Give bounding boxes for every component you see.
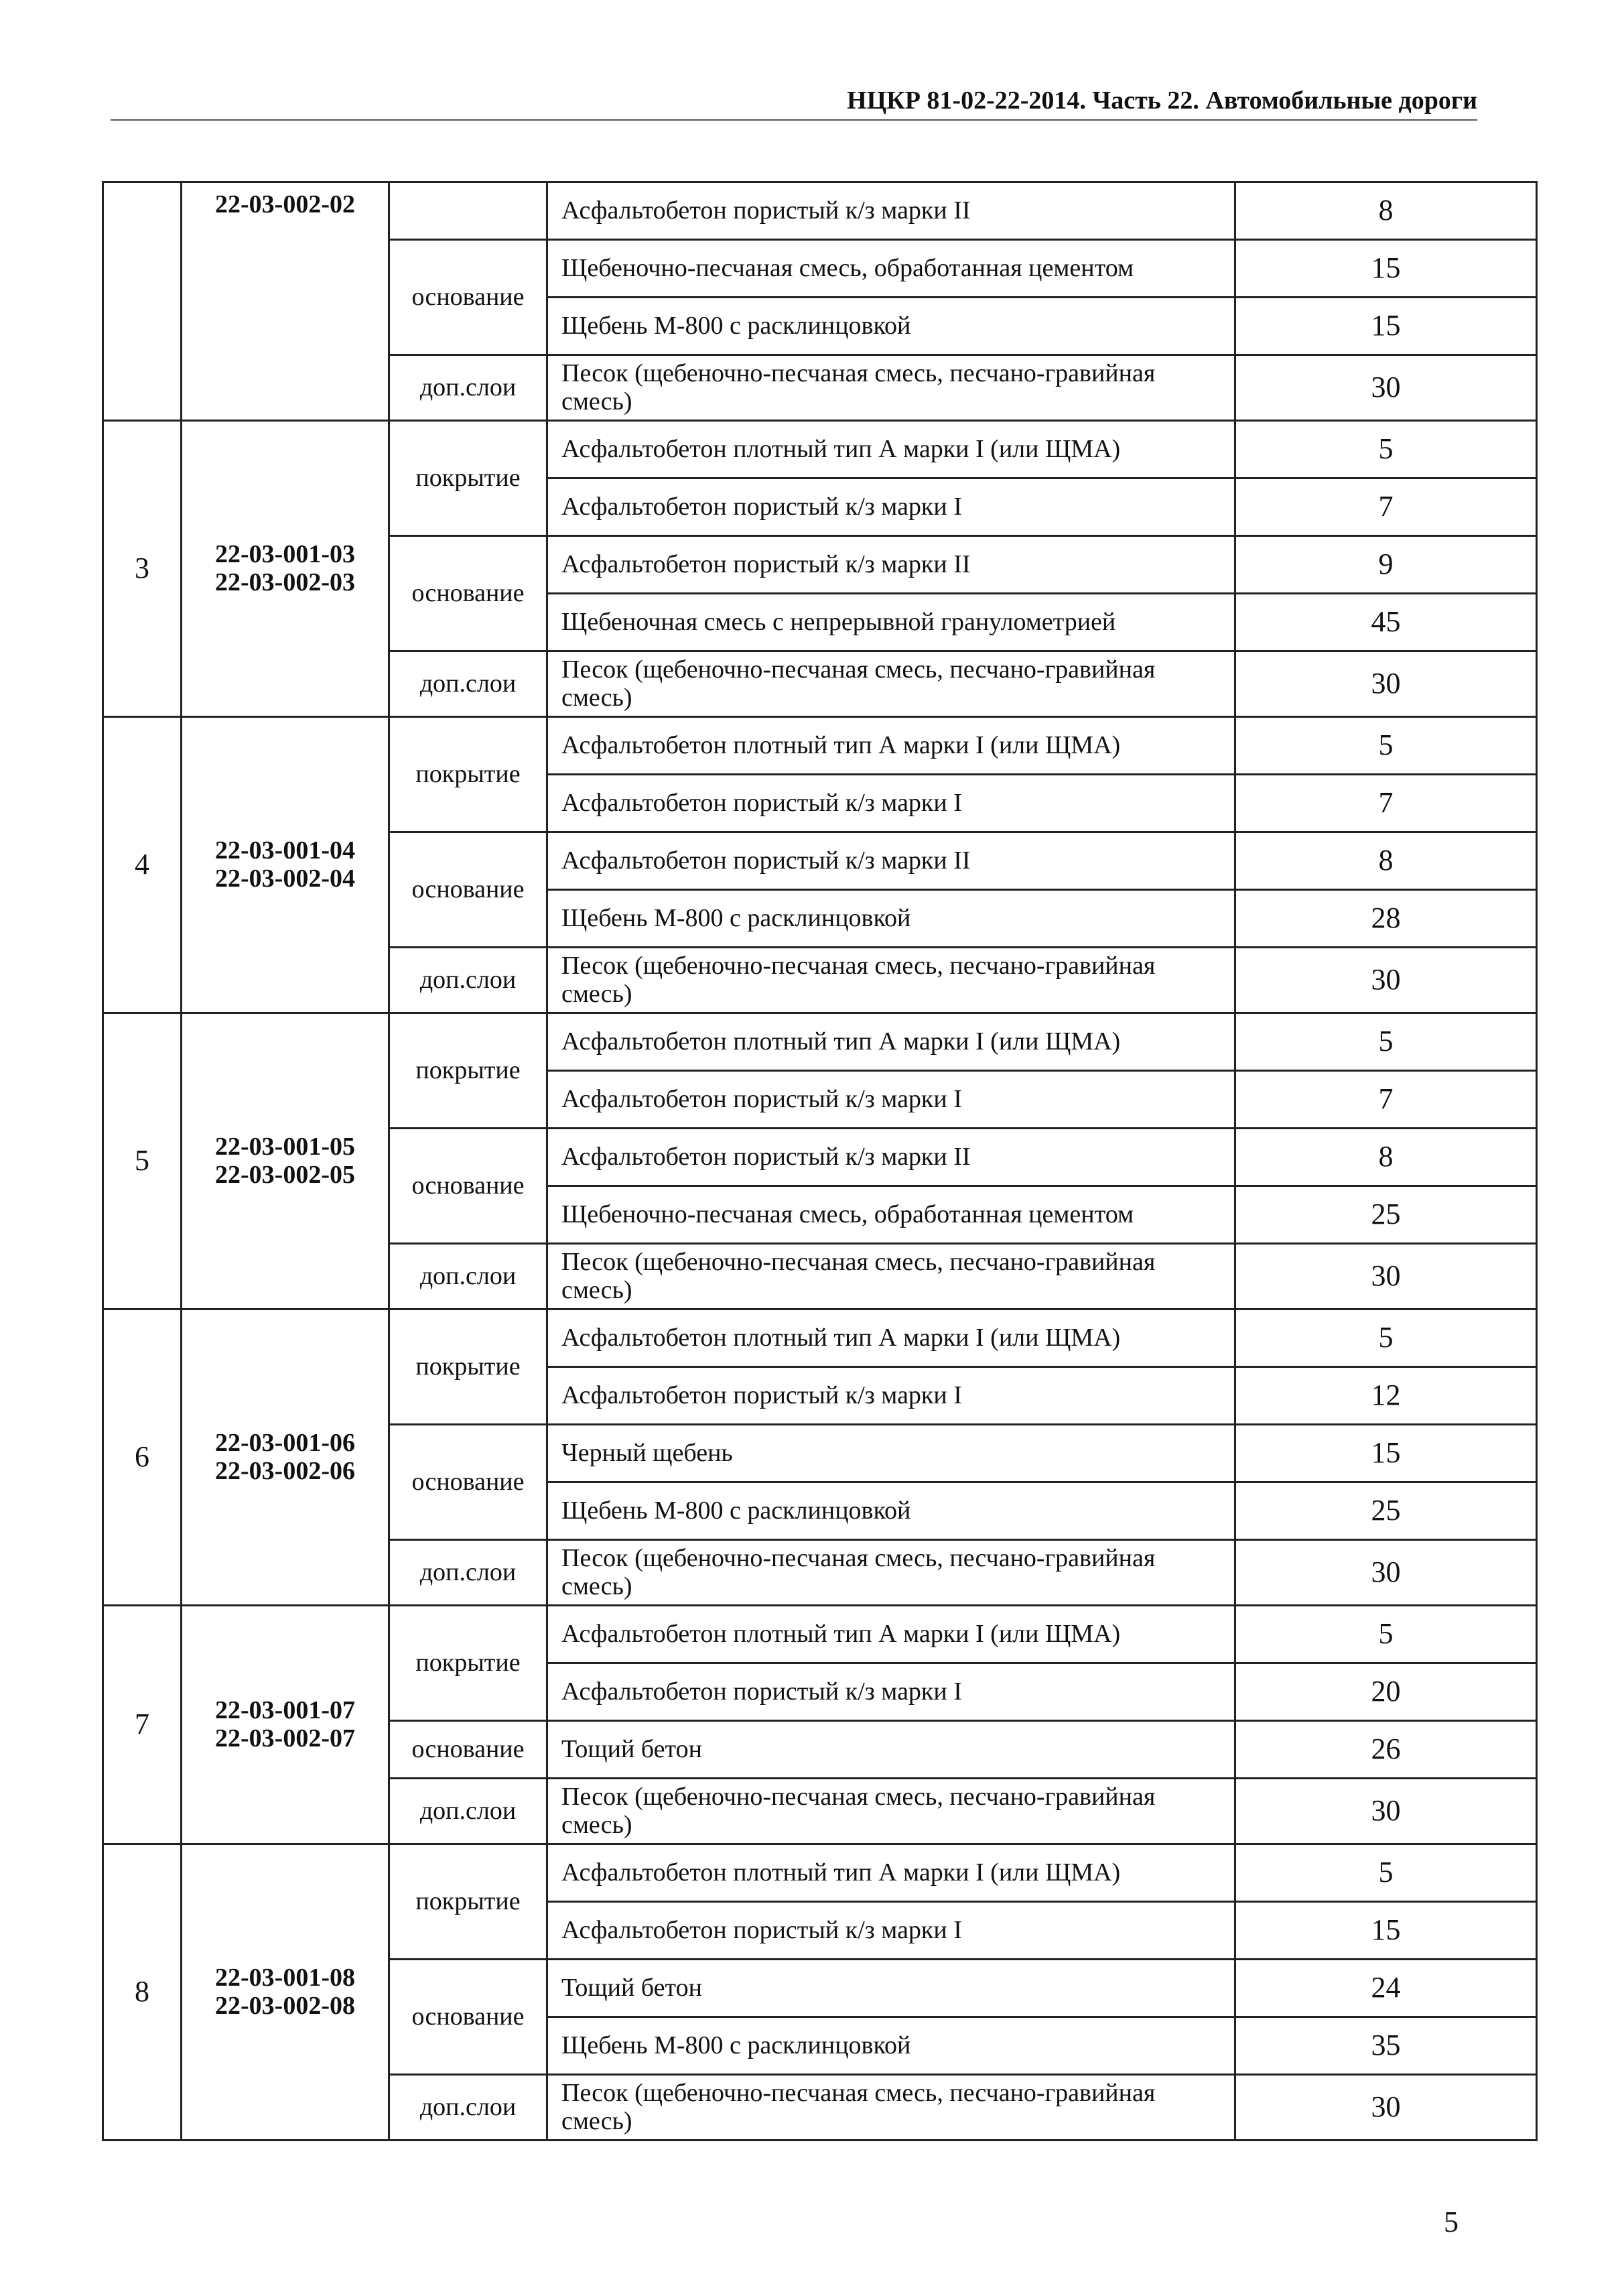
layer-type-cell: покрытие [389,1013,547,1129]
thickness-cell: 20 [1235,1663,1537,1721]
thickness-cell: 15 [1235,1425,1537,1482]
material-cell: Асфальтобетон плотный тип А марки I (или ЩМА) [547,421,1235,479]
material-cell: Асфальтобетон плотный тип А марки I (или ЩМА) [547,1013,1235,1071]
thickness-cell: 30 [1235,1244,1537,1310]
thickness-cell: 5 [1235,421,1537,479]
layer-type-cell: доп.слои [389,651,547,717]
thickness-cell: 30 [1235,1540,1537,1606]
thickness-cell: 15 [1235,1902,1537,1960]
estimate-codes-cell [182,1606,389,1844]
thickness-cell: 5 [1235,1013,1537,1071]
estimate-code: 22-03-001-08 [215,1963,355,1992]
pavement-layers-table [102,181,1538,2141]
material-cell: Песок (щебеночно-песчаная смесь, песчано-гравийная смесь) [547,1244,1235,1310]
estimate-code: 22-03-001-07 [215,1696,355,1724]
layer-type-cell: доп.слои [389,355,547,421]
material-cell: Песок (щебеночно-песчаная смесь, песчано-гравийная смесь) [547,948,1235,1013]
estimate-code: 22-03-002-03 [215,568,355,596]
estimate-code: 22-03-002-07 [215,1724,355,1752]
layer-type-cell: основание [389,536,547,651]
material-cell: Щебеночно-песчаная смесь, обработанная цементом [547,1186,1235,1244]
table-row [103,1844,1537,1902]
estimate-code: 22-03-002-04 [215,864,355,893]
estimate-code: 22-03-002-08 [215,1991,355,2020]
thickness-cell: 5 [1235,717,1537,775]
layer-type-cell: основание [389,1721,547,1779]
material-cell: Асфальтобетон пористый к/з марки II [547,536,1235,594]
estimate-code: 22-03-001-06 [215,1428,355,1457]
row-number-cell: 6 [103,1310,182,1606]
page-header: НЦКР 81-02-22-2014. Часть 22. Автомобильные дороги [847,86,1477,115]
material-cell: Асфальтобетон пористый к/з марки I [547,479,1235,536]
material-cell: Песок (щебеночно-песчаная смесь, песчано-гравийная смесь) [547,1540,1235,1606]
layer-type-cell: доп.слои [389,948,547,1013]
thickness-cell: 5 [1235,1606,1537,1663]
estimate-code: 22-03-001-05 [215,1132,355,1161]
thickness-cell: 25 [1235,1482,1537,1540]
material-cell: Черный щебень [547,1425,1235,1482]
material-cell: Щебень М-800 с расклинцовкой [547,1482,1235,1540]
thickness-cell: 24 [1235,1960,1537,2017]
material-cell: Щебеночная смесь с непрерывной гранулометрией [547,594,1235,651]
layer-type-cell: покрытие [389,1310,547,1425]
table-row [103,1013,1537,1071]
thickness-cell: 5 [1235,1310,1537,1367]
material-cell: Асфальтобетон плотный тип А марки I (или ЩМА) [547,1606,1235,1663]
table-row [103,1310,1537,1367]
thickness-cell: 30 [1235,948,1537,1013]
thickness-cell: 12 [1235,1367,1537,1425]
material-cell: Щебеночно-песчаная смесь, обработанная цементом [547,240,1235,298]
estimate-codes-cell [182,421,389,717]
table-row [103,182,1537,240]
layer-type-cell [389,182,547,240]
layer-type-cell: основание [389,832,547,948]
material-cell: Асфальтобетон плотный тип А марки I (или ЩМА) [547,1844,1235,1902]
row-number-cell: 8 [103,1844,182,2141]
row-number-cell: 4 [103,717,182,1013]
table-row [103,421,1537,479]
page-number: 5 [1444,2206,1459,2238]
row-number-cell: 5 [103,1013,182,1310]
estimate-codes-cell [182,1013,389,1310]
material-cell: Песок (щебеночно-песчаная смесь, песчано-гравийная смесь) [547,1779,1235,1844]
row-number-cell [103,182,182,421]
layer-type-cell: доп.слои [389,1244,547,1310]
material-cell: Асфальтобетон плотный тип А марки I (или ЩМА) [547,1310,1235,1367]
layer-type-cell: покрытие [389,421,547,536]
thickness-cell: 35 [1235,2017,1537,2075]
material-cell: Щебень М-800 с расклинцовкой [547,890,1235,948]
estimate-code-cell [182,182,389,421]
material-cell: Тощий бетон [547,1960,1235,2017]
estimate-code: 22-03-002-02 [215,190,355,218]
material-cell: Щебень М-800 с расклинцовкой [547,298,1235,355]
thickness-cell: 30 [1235,355,1537,421]
layer-type-cell: доп.слои [389,1540,547,1606]
thickness-cell: 8 [1235,832,1537,890]
material-cell: Асфальтобетон пористый к/з марки II [547,832,1235,890]
thickness-cell: 26 [1235,1721,1537,1779]
thickness-cell: 25 [1235,1186,1537,1244]
row-number-cell: 7 [103,1606,182,1844]
material-cell: Асфальтобетон пористый к/з марки I [547,1902,1235,1960]
material-cell: Асфальтобетон пористый к/з марки I [547,1663,1235,1721]
thickness-cell: 28 [1235,890,1537,948]
thickness-cell: 5 [1235,1844,1537,1902]
row-number-cell: 3 [103,421,182,717]
layer-type-cell: покрытие [389,1844,547,1960]
layer-type-cell: доп.слои [389,2075,547,2141]
material-cell: Асфальтобетон пористый к/з марки I [547,775,1235,832]
layer-type-cell: покрытие [389,1606,547,1721]
thickness-cell: 7 [1235,775,1537,832]
material-cell: Асфальтобетон пористый к/з марки I [547,1367,1235,1425]
estimate-codes-cell [182,1844,389,2141]
layer-type-cell: покрытие [389,717,547,832]
thickness-cell: 7 [1235,1071,1537,1129]
thickness-cell: 8 [1235,182,1537,240]
thickness-cell: 30 [1235,2075,1537,2141]
material-cell: Щебень М-800 с расклинцовкой [547,2017,1235,2075]
material-cell: Песок (щебеночно-песчаная смесь, песчано-гравийная смесь) [547,651,1235,717]
estimate-codes-cell [182,1310,389,1606]
thickness-cell: 7 [1235,479,1537,536]
estimate-codes-cell [182,717,389,1013]
estimate-code: 22-03-002-05 [215,1160,355,1189]
material-cell: Асфальтобетон плотный тип А марки I (или ЩМА) [547,717,1235,775]
material-cell: Песок (щебеночно-песчаная смесь, песчано-гравийная смесь) [547,355,1235,421]
layer-type-cell: основание [389,1129,547,1244]
thickness-cell: 9 [1235,536,1537,594]
thickness-cell: 30 [1235,651,1537,717]
table-row [103,1606,1537,1663]
header-divider [111,119,1477,121]
layer-type-cell: основание [389,240,547,355]
layer-type-cell: основание [389,1425,547,1540]
thickness-cell: 45 [1235,594,1537,651]
layer-type-cell: доп.слои [389,1779,547,1844]
material-cell: Асфальтобетон пористый к/з марки II [547,1129,1235,1186]
estimate-code: 22-03-002-06 [215,1456,355,1485]
material-cell: Песок (щебеночно-песчаная смесь, песчано-гравийная смесь) [547,2075,1235,2141]
estimate-code: 22-03-001-04 [215,836,355,865]
material-cell: Тощий бетон [547,1721,1235,1779]
material-cell: Асфальтобетон пористый к/з марки II [547,182,1235,240]
thickness-cell: 8 [1235,1129,1537,1186]
table-row [103,717,1537,775]
estimate-code: 22-03-001-03 [215,539,355,568]
material-cell: Асфальтобетон пористый к/з марки I [547,1071,1235,1129]
layer-type-cell: основание [389,1960,547,2075]
thickness-cell: 15 [1235,240,1537,298]
thickness-cell: 30 [1235,1779,1537,1844]
thickness-cell: 15 [1235,298,1537,355]
